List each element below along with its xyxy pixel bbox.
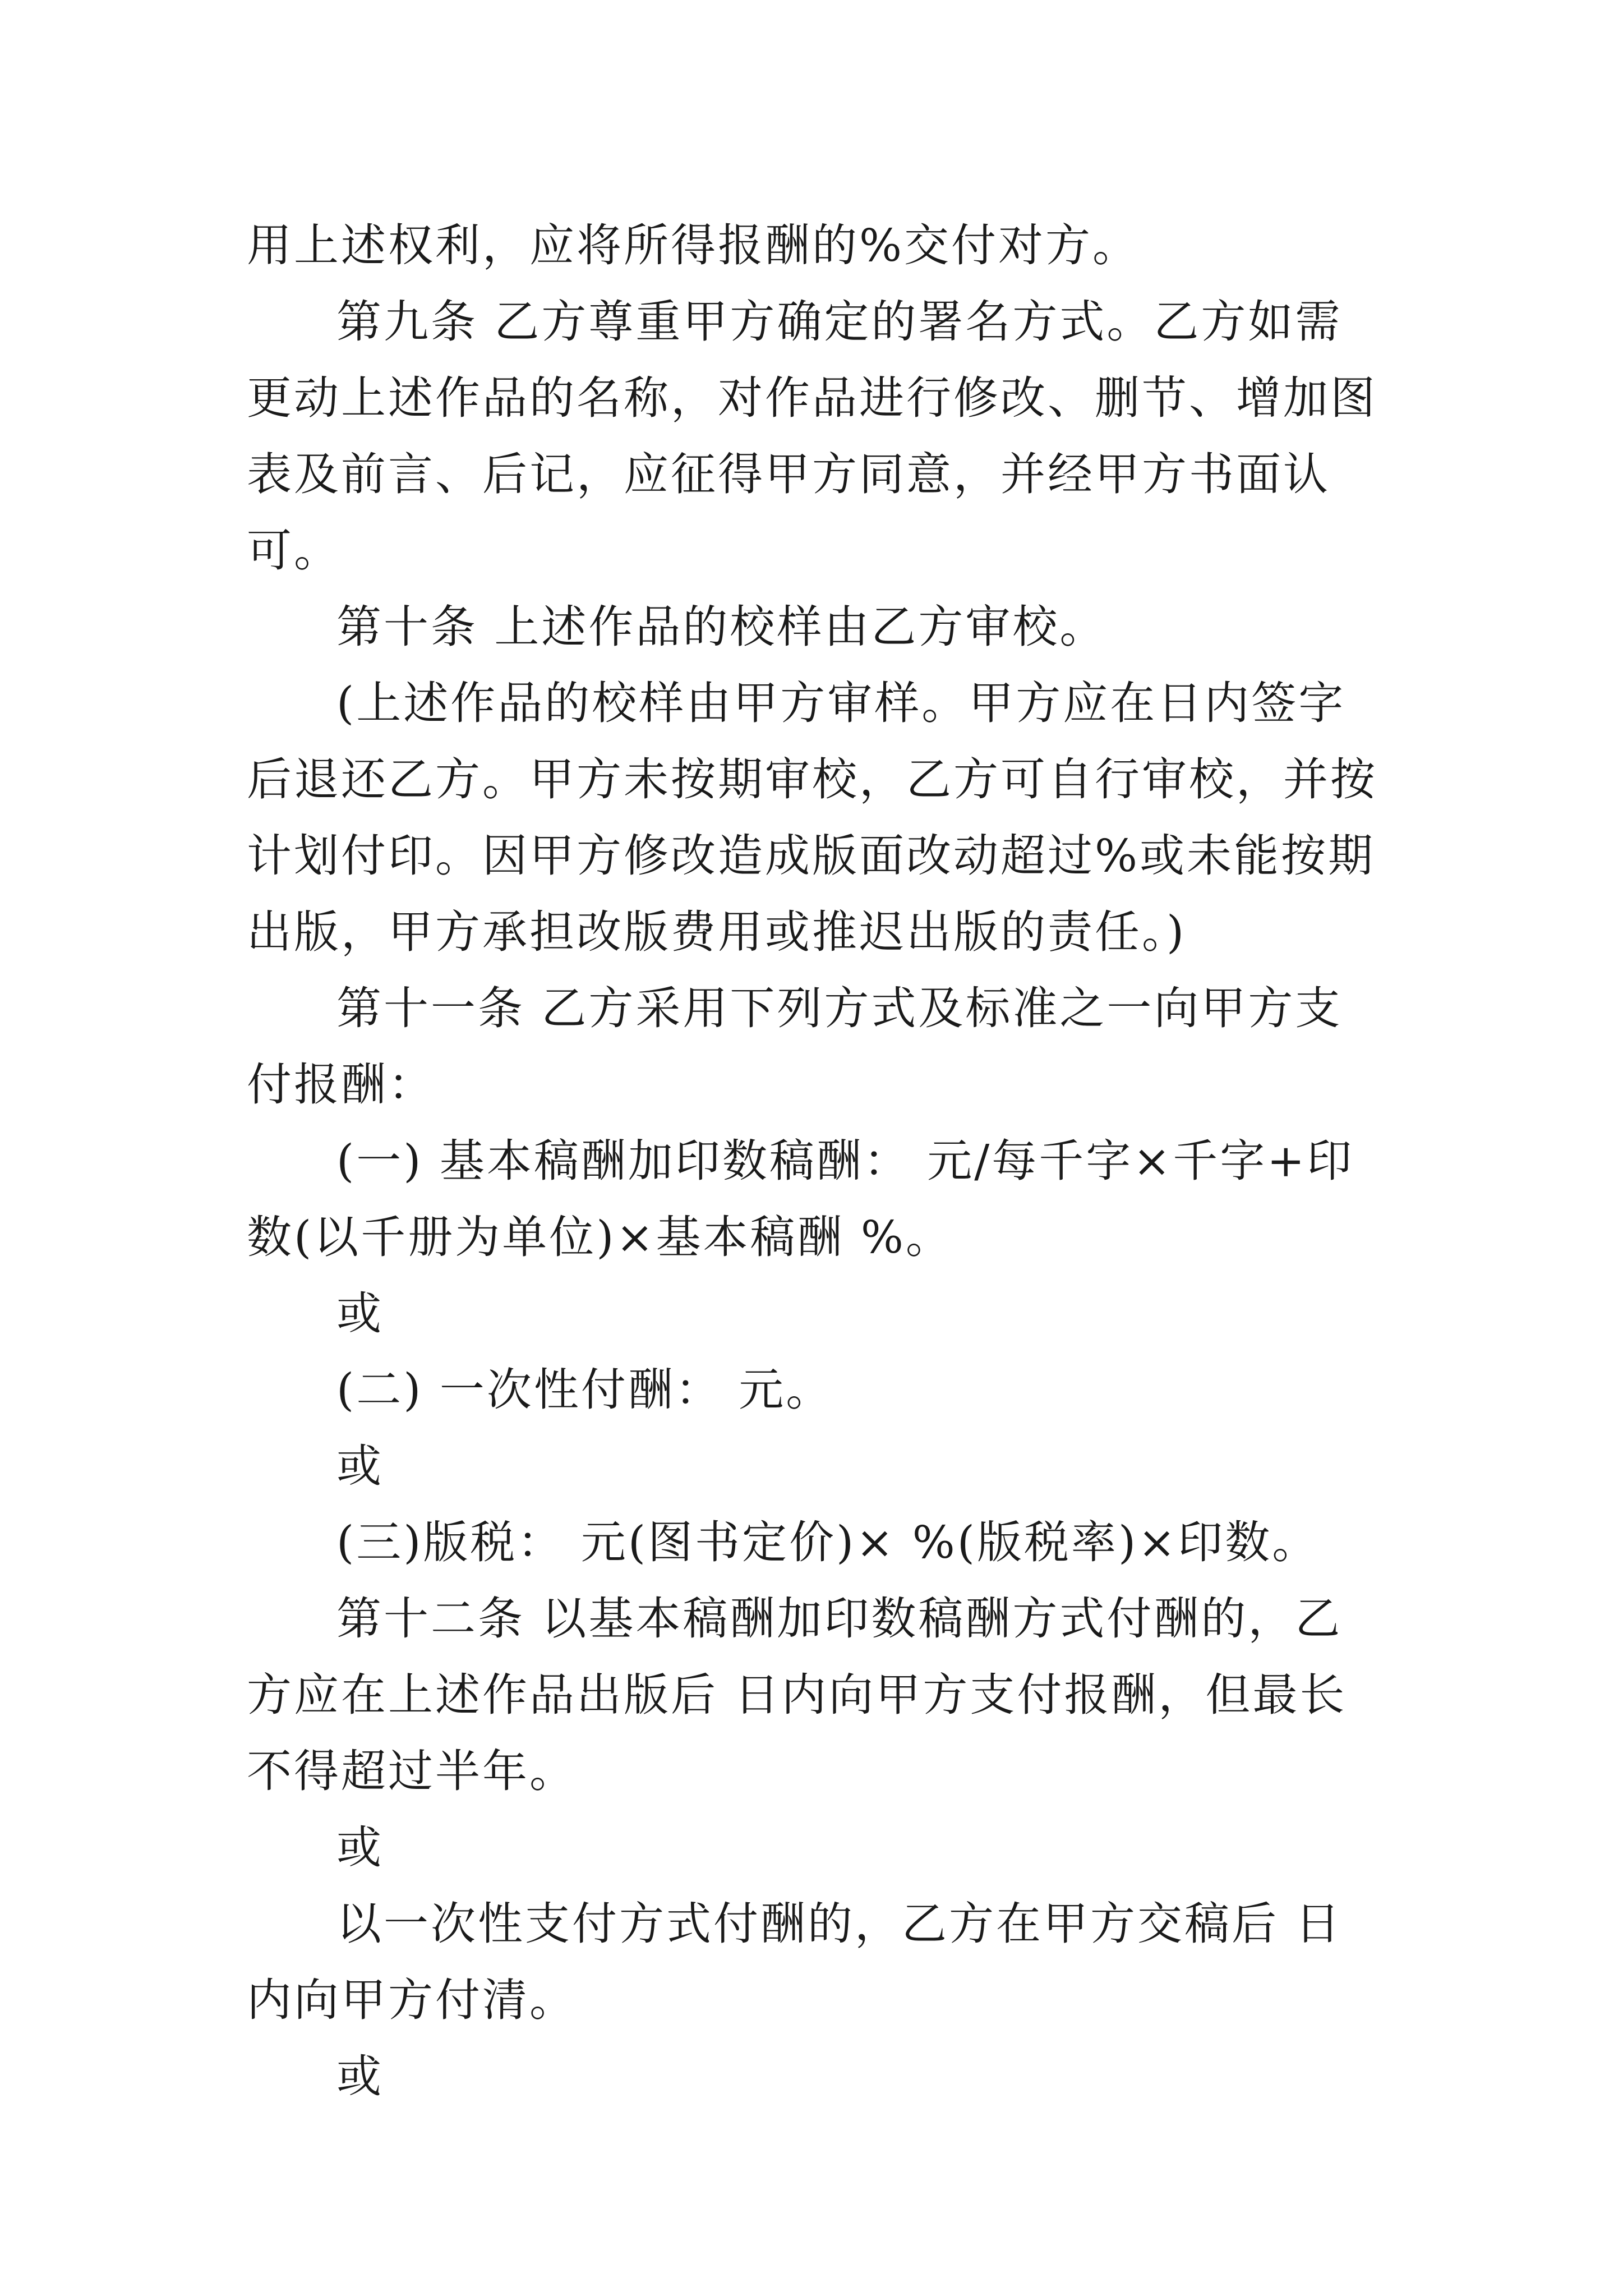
paragraph-article-10: 第十条 上述作品的校样由乙方审校。 [336, 601, 1107, 653]
paragraph-article-10-alt: (上述作品的校样由甲方审样。甲方应在日内签字后退还乙方。甲方未按期审校，乙方可自行审校，并按计划付印。因甲方修改造成版面改动超过%或未能按期出版，甲方承担改版费用或推迟出版的责任。) [247, 677, 1377, 958]
paragraph-or-2: 或 [336, 1440, 384, 1492]
paragraph-or-1: 或 [336, 1287, 384, 1340]
paragraph-lump-sum: 以一次性支付方式付酬的，乙方在甲方交稿后 日内向甲方付清。 [247, 1898, 1343, 2026]
paragraph-or-4: 或 [336, 2050, 384, 2102]
paragraph-or-3: 或 [336, 1821, 384, 1874]
paragraph-option-3: (三)版税： 元(图书定价)× %(版税率)×印数。 [336, 1516, 1320, 1568]
paragraph-article-9: 第九条 乙方尊重甲方确定的署名方式。乙方如需更动上述作品的名称，对作品进行修改、删节、增加图表及前言、后记，应征得甲方同意，并经甲方书面认可。 [247, 296, 1377, 577]
paragraph-continuation: 用上述权利，应将所得报酬的%交付对方。 [247, 219, 1140, 272]
paragraph-option-2: (二) 一次性付酬： 元。 [336, 1364, 833, 1416]
paragraph-article-11: 第十一条 乙方采用下列方式及标准之一向甲方支付报酬： [247, 982, 1343, 1111]
paragraph-article-12: 第十二条 以基本稿酬加印数稿酬方式付酬的，乙方应在上述作品出版后 日内向甲方支付报酬，但最长不得超过半年。 [247, 1593, 1347, 1797]
document-body [247, 208, 1385, 2115]
paragraph-option-1: (一) 基本稿酬加印数稿酬： 元/每千字×千字+印数(以千册为单位)×基本稿酬 %。 [247, 1135, 1354, 1263]
